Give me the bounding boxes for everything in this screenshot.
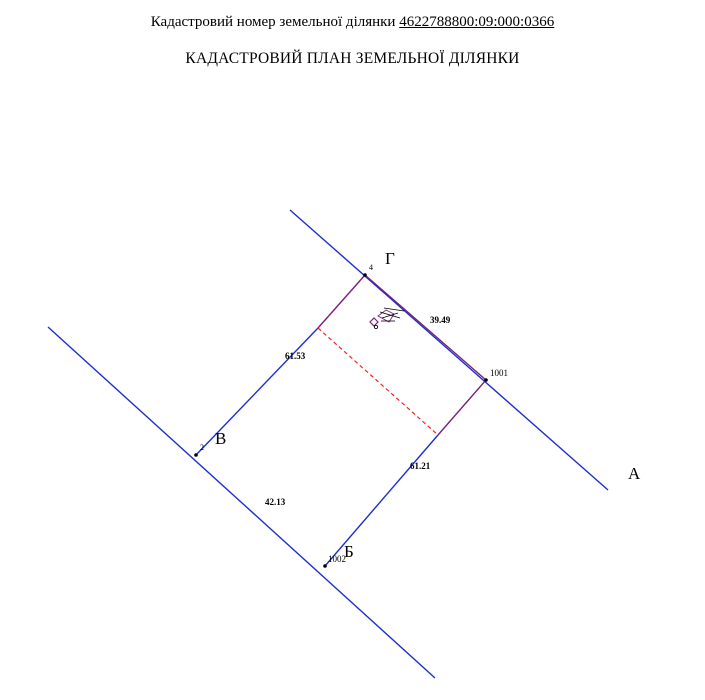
cadastral-number: 4622788800:09:000:0366 [399, 14, 555, 30]
point-number-4: 4 [369, 263, 373, 272]
corner-letter-v: В [215, 429, 227, 448]
side-length-right: 61.21 [410, 461, 431, 471]
vertex-point-1001 [484, 378, 488, 382]
side-length-left: 61.53 [285, 351, 306, 361]
boundary-line-right [290, 210, 608, 490]
cadastral-number-label: Кадастровий номер земельної ділянки [150, 14, 396, 30]
point-number-2: 2 [200, 443, 204, 452]
corner-letter-g: Г [385, 249, 395, 268]
side-length-top: 39.49 [430, 315, 451, 325]
parcel-side-top [365, 275, 486, 380]
vertex-point-4 [363, 273, 367, 277]
marker-symbol [370, 308, 404, 329]
plan-title: КАДАСТРОВИЙ ПЛАН ЗЕМЕЛЬНОЇ ДІЛЯНКИ [185, 50, 520, 67]
vertex-point-1002 [323, 564, 327, 568]
side-length-bottom: 42.13 [265, 497, 286, 507]
boundary-line-left [48, 327, 435, 678]
point-number-1002: 1002 [328, 554, 346, 564]
corner-letter-a: А [628, 464, 641, 483]
parcel-side-right [325, 435, 438, 566]
vertex-point-2 [194, 453, 198, 457]
corner-letter-b: Б [344, 542, 354, 561]
parcel-side-left-inner [318, 275, 365, 328]
point-number-1001: 1001 [490, 368, 508, 378]
parcel-side-right-inner [438, 380, 486, 435]
dashed-division-line [318, 328, 438, 435]
